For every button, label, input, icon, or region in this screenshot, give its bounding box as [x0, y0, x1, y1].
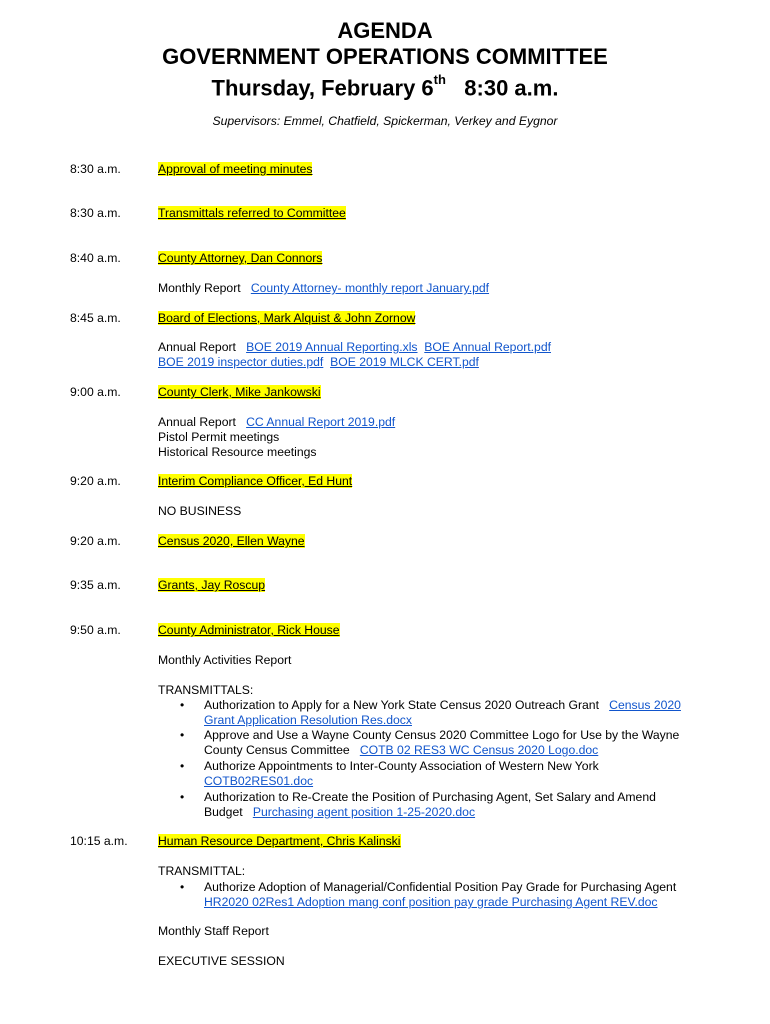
item-time: 8:30 a.m.	[70, 162, 121, 176]
text-line: NO BUSINESS	[158, 504, 242, 518]
item-time: 9:35 a.m.	[70, 578, 121, 592]
report-label: Monthly Report	[158, 281, 241, 295]
report-label: Annual Report	[158, 340, 236, 354]
attachment-link[interactable]: BOE Annual Report.pdf	[424, 340, 551, 354]
text-line: Pistol Permit meetings	[158, 430, 280, 444]
item-title	[158, 474, 352, 489]
item-title-text: Approval of meeting minutes	[158, 162, 313, 176]
report-label: Annual Report	[158, 415, 236, 429]
item-time: 8:30 a.m.	[70, 206, 121, 220]
bullet-glyph: •	[180, 728, 185, 742]
item-title	[158, 162, 312, 177]
item-title	[158, 534, 305, 549]
bullet-line	[204, 713, 412, 728]
item-time: 9:20 a.m.	[70, 534, 121, 548]
meeting-date-heading	[0, 70, 770, 101]
bullet-text: Budget	[204, 805, 243, 819]
item-time: 8:40 a.m.	[70, 251, 121, 265]
item-title	[158, 623, 340, 638]
item-title	[158, 578, 265, 593]
meeting-time: 8:30 a.m.	[464, 75, 559, 101]
agenda-heading: AGENDA	[337, 18, 433, 43]
item-time: 9:00 a.m.	[70, 385, 121, 399]
supervisors-line: Supervisors: Emmel, Chatfield, Spickerman, Verkey and Eygnor	[212, 114, 558, 128]
text-line: Monthly Staff Report	[158, 924, 269, 938]
attachment-link[interactable]: CC Annual Report 2019.pdf	[246, 415, 396, 429]
date-text: Thursday, February 6	[211, 75, 434, 101]
bullet-line	[204, 698, 681, 713]
item-title-text: Grants, Jay Roscup	[158, 578, 266, 592]
item-time: 8:45 a.m.	[70, 311, 121, 325]
item-title-text: County Attorney, Dan Connors	[158, 251, 323, 265]
attachment-link[interactable]: County Attorney- monthly report January.pdf	[250, 281, 490, 295]
report-line	[158, 340, 551, 355]
item-title	[158, 385, 321, 400]
text-line: Monthly Activities Report	[158, 653, 292, 667]
attachment-link[interactable]: BOE 2019 Annual Reporting.xls	[246, 340, 418, 354]
bullet-glyph: •	[180, 880, 185, 894]
attachment-link[interactable]: Census 2020	[609, 698, 681, 712]
item-time: 10:15 a.m.	[70, 834, 128, 848]
bullet-line	[204, 743, 598, 758]
attachment-link[interactable]: BOE 2019 inspector duties.pdf	[158, 355, 324, 369]
bullet-text: Authorization to Apply for a New York State Census 2020 Outreach Grant	[204, 698, 599, 712]
text-line: Historical Resource meetings	[158, 445, 317, 459]
report-line	[158, 415, 395, 430]
bullet-line: Authorization to Re-Create the Position of Purchasing Agent, Set Salary and Amend	[204, 790, 656, 804]
bullet-text: County Census Committee	[204, 743, 350, 757]
item-title	[158, 834, 401, 849]
attachment-link[interactable]: Purchasing agent position 1-25-2020.doc	[252, 805, 476, 819]
bullet-glyph: •	[180, 698, 185, 712]
bullet-line	[204, 895, 658, 910]
attachment-link[interactable]: COTB02RES01.doc	[204, 774, 314, 788]
bullet-glyph: •	[180, 790, 185, 804]
attachment-link[interactable]: HR2020 02Res1 Adoption mang conf position pay grade Purchasing Agent REV.doc	[204, 895, 658, 909]
item-title-text: County Administrator, Rick House	[158, 623, 340, 637]
bullet-line: Authorize Appointments to Inter-County Association of Western New York	[204, 759, 599, 773]
item-title-text: Interim Compliance Officer, Ed Hunt	[158, 474, 353, 488]
item-title	[158, 251, 322, 266]
date-suffix: th	[433, 72, 446, 87]
bullet-line	[204, 774, 313, 789]
item-time: 9:50 a.m.	[70, 623, 121, 637]
report-line	[158, 281, 489, 296]
item-title-text: Human Resource Department, Chris Kalinski	[158, 834, 401, 848]
attachment-link[interactable]: Grant Application Resolution Res.docx	[204, 713, 412, 727]
bullet-line	[204, 805, 475, 820]
attachment-link[interactable]: COTB 02 RES3 WC Census 2020 Logo.doc	[359, 743, 599, 757]
item-title-text: Transmittals referred to Committee	[158, 206, 346, 220]
item-title-text: Board of Elections, Mark Alquist & John Zornow	[158, 311, 416, 325]
bullet-line: Approve and Use a Wayne County Census 2020 Committee Logo for Use by the Wayne	[204, 728, 680, 742]
item-title-text: County Clerk, Mike Jankowski	[158, 385, 321, 399]
text-line: EXECUTIVE SESSION	[158, 954, 285, 968]
bullet-glyph: •	[180, 759, 185, 773]
bullet-line: Authorize Adoption of Managerial/Confidential Position Pay Grade for Purchasing Agent	[204, 880, 677, 894]
committee-heading: GOVERNMENT OPERATIONS COMMITTEE	[162, 44, 608, 69]
report-line	[158, 355, 479, 370]
item-title-text: Census 2020, Ellen Wayne	[158, 534, 305, 548]
text-line: TRANSMITTALS:	[158, 683, 254, 697]
item-title	[158, 311, 415, 326]
item-time: 9:20 a.m.	[70, 474, 121, 488]
attachment-link[interactable]: BOE 2019 MLCK CERT.pdf	[330, 355, 479, 369]
text-line: TRANSMITTAL:	[158, 864, 246, 878]
item-title	[158, 206, 346, 221]
